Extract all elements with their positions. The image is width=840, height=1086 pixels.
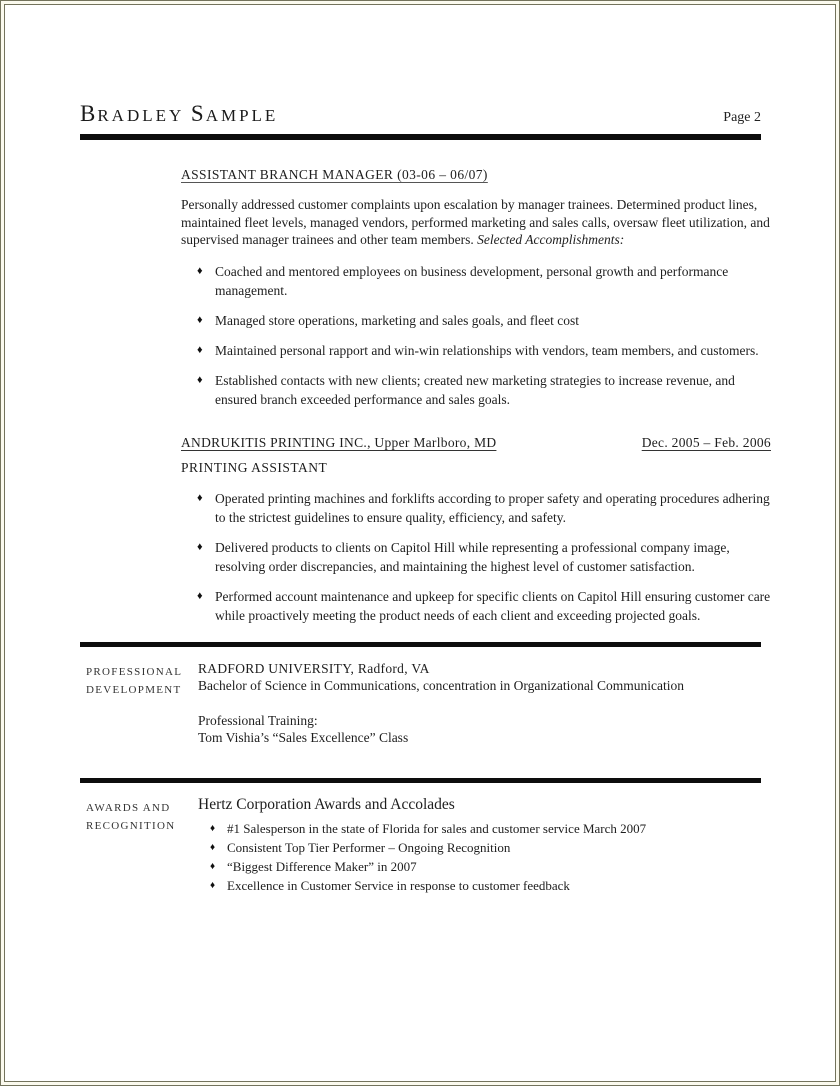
section-awards [80, 796, 761, 897]
bullet-text: Maintained personal rapport and win-win relationships with vendors, team members, and customers. [215, 342, 759, 358]
bullet-text: Consistent Top Tier Performer – Ongoing Recognition [227, 840, 511, 855]
training-heading: Professional Training: [198, 712, 318, 728]
name-rest: AMPLE [205, 106, 279, 125]
job1-summary [181, 196, 771, 249]
candidate-name [80, 101, 278, 127]
bullet-item [197, 538, 771, 576]
diamond-bullet-icon: ♦ [197, 589, 203, 602]
bullet-item [197, 489, 771, 527]
job2-title: PRINTING ASSISTANT [181, 459, 328, 475]
bullet-text: #1 Salesperson in the state of Florida for sales and customer service March 2007 [227, 821, 647, 836]
section-job1 [181, 167, 771, 409]
bullet-item [197, 371, 771, 409]
diamond-bullet-icon: ♦ [197, 540, 203, 553]
diamond-bullet-icon: ♦ [197, 313, 203, 326]
name-initial: S [190, 101, 206, 126]
job1-summary-italic: Selected Accomplishments: [477, 232, 625, 247]
bullet-text: “Biggest Difference Maker” in 2007 [227, 859, 417, 874]
label-line: DEVELOPMENT [86, 683, 182, 696]
university: RADFORD UNIVERSITY, Radford, VA [198, 660, 430, 676]
degree: Bachelor of Science in Communications, concentration in Organizational Communication [198, 678, 684, 693]
diamond-bullet-icon: ♦ [210, 823, 216, 834]
section-professional-development [80, 660, 761, 747]
page-frame-inner [4, 4, 836, 1082]
job2-bullet-list [181, 489, 771, 625]
professional-development-label [80, 660, 198, 747]
professional-development-content [198, 660, 761, 747]
awards-heading: Hertz Corporation Awards and Accolades [198, 795, 455, 813]
diamond-bullet-icon: ♦ [197, 343, 203, 356]
training-item: Tom Vishia’s “Sales Excellence” Class [198, 730, 409, 745]
job2-company: ANDRUKITIS PRINTING INC., Upper Marlboro, MD [181, 434, 497, 450]
job1-summary-text: Personally addressed customer complaints upon escalation by manager trainees. Determined product lines, maintained fleet levels, managed vendors, performed marketing and sales calls, oversaw fleet utilization, and supervised manager trainees and other team members. [181, 197, 770, 247]
bullet-item [197, 311, 771, 330]
section-divider [80, 642, 761, 647]
label-line: AWARDS AND [86, 801, 171, 814]
bullet-item [197, 262, 771, 300]
job2-company-row [181, 435, 771, 451]
diamond-bullet-icon: ♦ [210, 842, 216, 853]
label-line: RECOGNITION [86, 819, 176, 832]
awards-content [198, 796, 761, 897]
job2-dates: Dec. 2005 – Feb. 2006 [641, 434, 771, 450]
page-number: Page 2 [723, 110, 761, 125]
resume-page [5, 101, 835, 896]
bullet-text: Coached and mentored employees on business development, personal growth and performance management. [215, 263, 729, 298]
job1-title: ASSISTANT BRANCH MANAGER (03-06 – 06/07) [181, 167, 488, 182]
diamond-bullet-icon: ♦ [197, 373, 203, 386]
name-rest: RADLEY [97, 106, 191, 125]
diamond-bullet-icon: ♦ [197, 264, 203, 277]
bullet-item [197, 341, 771, 360]
bullet-item [210, 839, 761, 857]
diamond-bullet-icon: ♦ [197, 491, 203, 504]
bullet-text: Established contacts with new clients; created new marketing strategies to increase revenue, and ensured branch exceeded performance and sales goals. [215, 372, 735, 407]
awards-bullet-list [198, 820, 761, 895]
bullet-text: Managed store operations, marketing and sales goals, and fleet cost [215, 312, 580, 328]
job1-bullet-list [181, 262, 771, 409]
section-job2 [181, 435, 771, 625]
diamond-bullet-icon: ♦ [210, 880, 216, 891]
bullet-item [210, 858, 761, 876]
bullet-item [197, 587, 771, 625]
bullet-text: Delivered products to clients on Capitol Hill while representing a professional company image, resolving order discrepancies, and maintaining the highest level of customer satisfaction. [215, 539, 730, 574]
bullet-item [210, 820, 761, 838]
bullet-item [210, 877, 761, 895]
page-header [80, 101, 761, 140]
section-divider [80, 778, 761, 783]
bullet-text: Operated printing machines and forklifts according to proper safety and operating procedures adhering to the strictest guidelines to ensure quality, efficiency, and safety. [215, 490, 770, 525]
name-initial: B [80, 101, 98, 126]
awards-label [80, 796, 198, 897]
bullet-text: Performed account maintenance and upkeep for specific clients on Capitol Hill ensuring customer care while proactively meeting the product needs of each client and exceeding projected goals. [215, 588, 771, 623]
label-line: PROFESSIONAL [86, 665, 183, 678]
diamond-bullet-icon: ♦ [210, 861, 216, 872]
bullet-text: Excellence in Customer Service in response to customer feedback [227, 878, 570, 893]
